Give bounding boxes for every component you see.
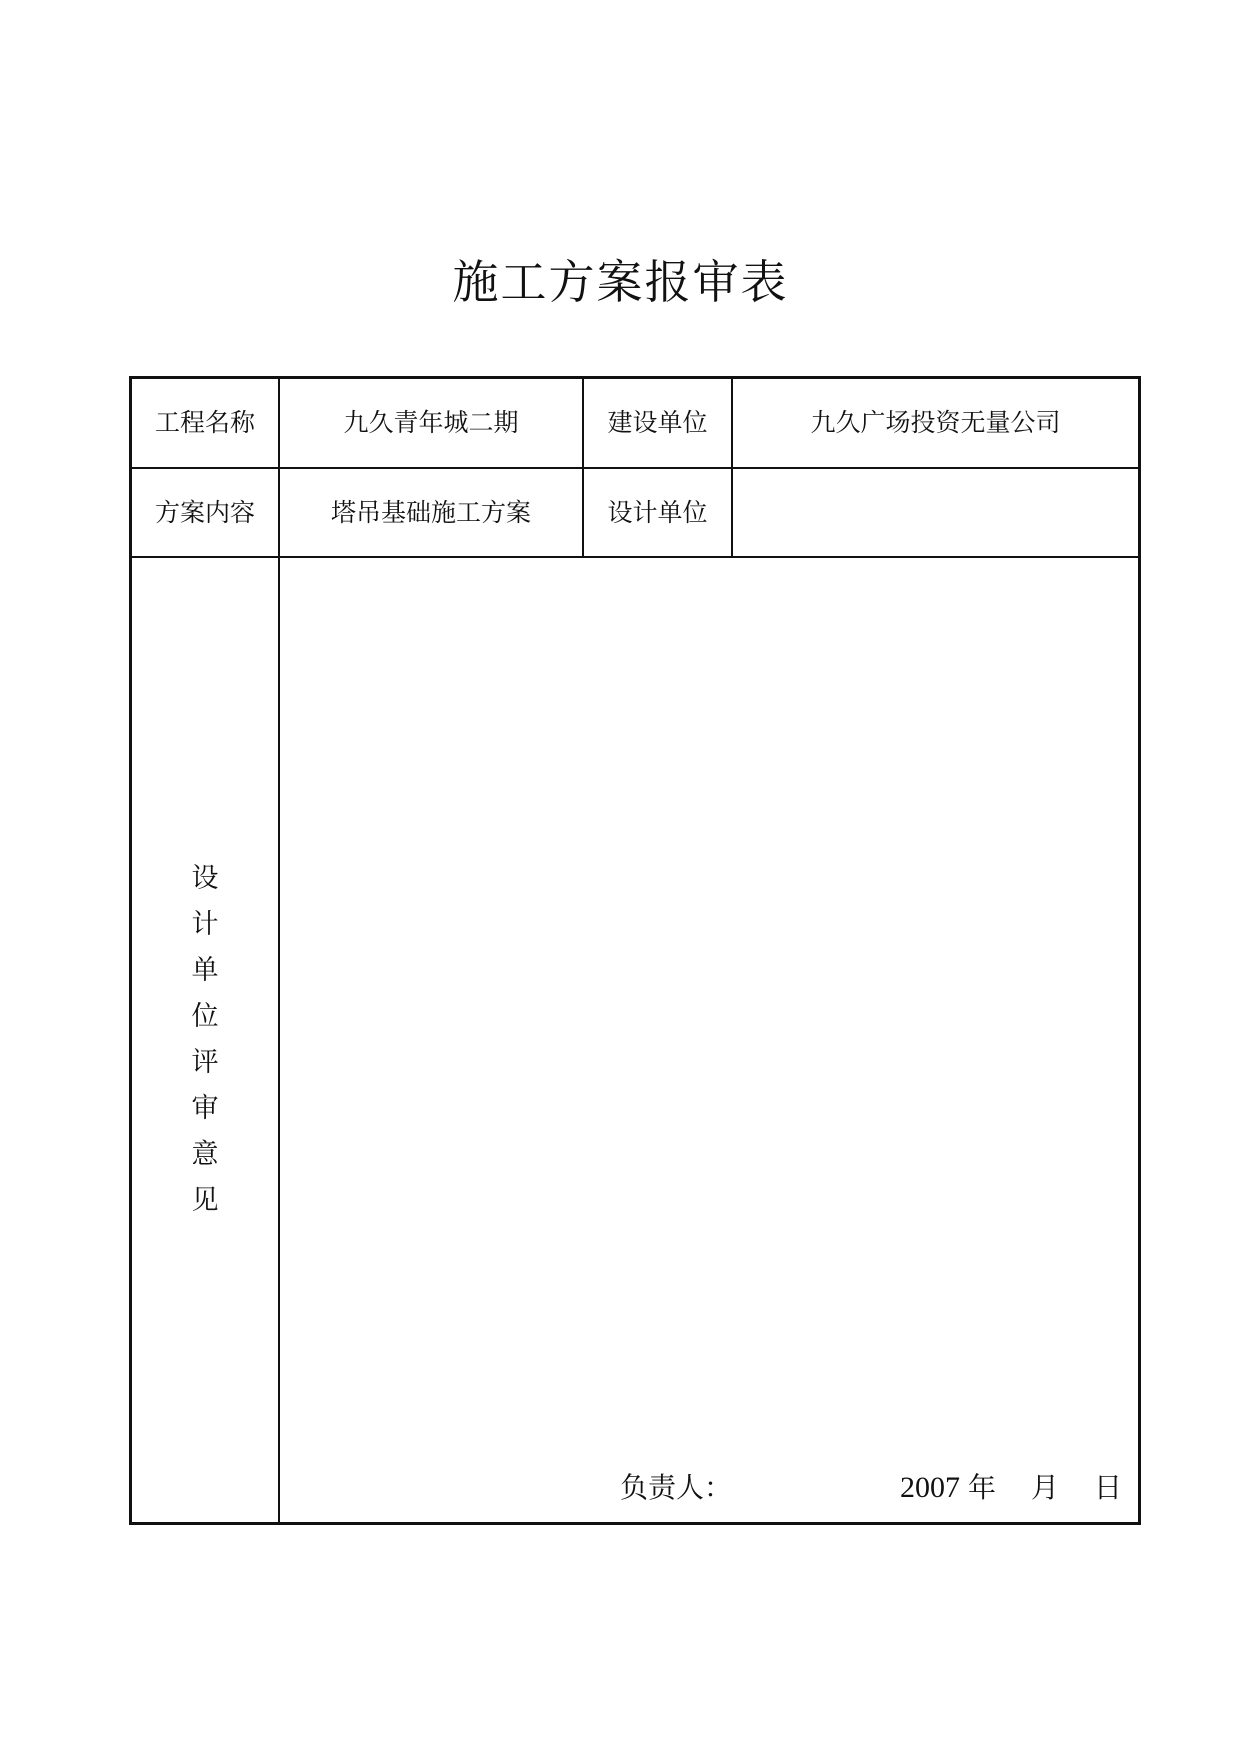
label-char: 意 [191,1139,219,1170]
design-unit-label: 设计单位 [607,497,708,527]
year-value: 2007 [900,1471,960,1504]
form-title: 施工方案报审表 [452,255,789,309]
label-char: 计 [191,909,219,940]
design-review-opinion-label [132,558,278,1522]
plan-content-value[interactable]: 塔吊基础施工方案 [330,497,531,527]
month-unit: 月 [1031,1471,1060,1504]
day-unit: 日 [1094,1471,1123,1504]
construction-unit-value[interactable]: 九久广场投资无量公司 [810,408,1061,437]
label-char: 位 [191,1001,219,1032]
construction-unit-label: 建设单位 [607,408,708,437]
label-char: 见 [191,1185,219,1216]
year-unit: 年 [968,1471,997,1504]
project-name-value[interactable]: 九久青年城二期 [343,408,519,437]
project-name-label: 工程名称 [154,408,255,437]
review-form-table [129,376,1141,1525]
design-review-opinion-area[interactable] [280,558,1138,1522]
plan-content-label: 方案内容 [154,497,255,527]
responsible-person-label: 负责人： [620,1471,733,1504]
label-char: 单 [191,955,219,986]
label-char: 审 [191,1093,219,1124]
label-char: 设 [191,863,219,894]
design-unit-value[interactable] [733,469,1138,556]
label-char: 评 [191,1047,219,1078]
